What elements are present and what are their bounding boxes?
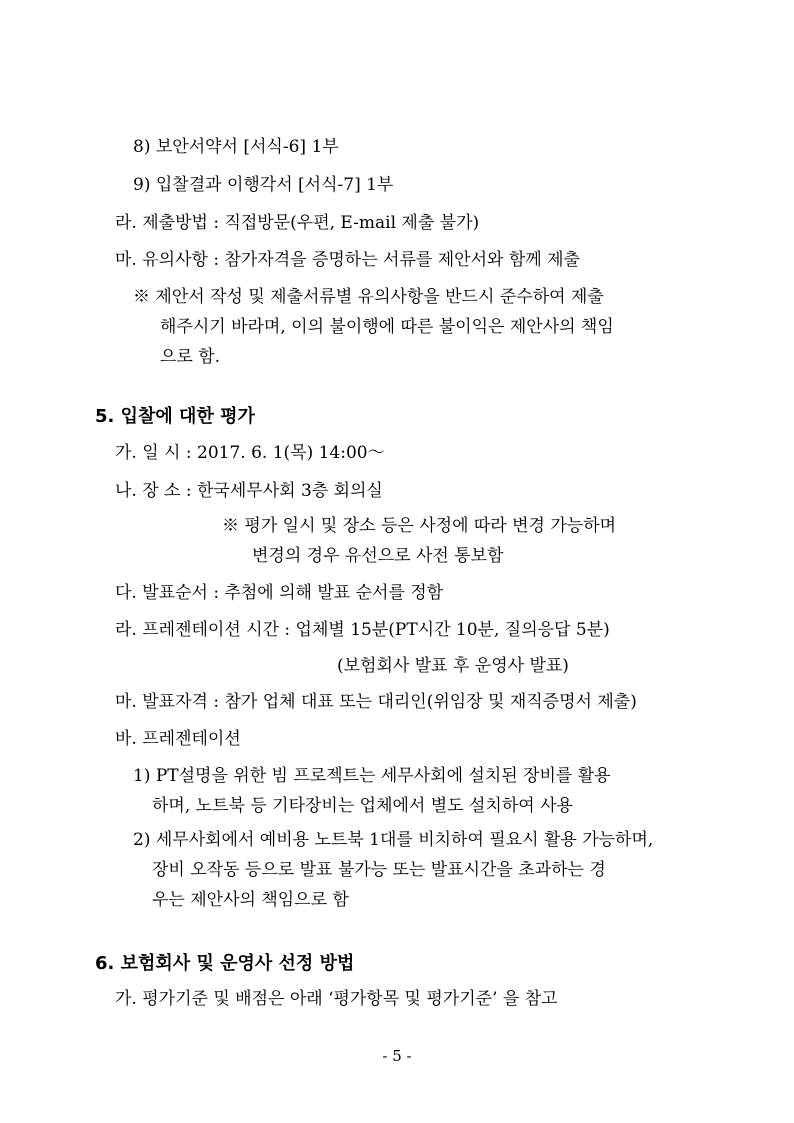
section-heading: 5. 입찰에 대한 평가 [95,406,255,427]
list-item: 다. 발표순서 : 추첨에 의해 발표 순서를 정함 [115,583,444,603]
list-item: 라. 제출방법 : 직접방문(우편, E-mail 제출 불가) [115,213,480,233]
note-text: 으로 함. [160,347,221,367]
note-text: 변경의 경우 유선으로 사전 통보함 [252,546,504,566]
note-text: 해주시기 바라며, 이의 불이행에 따른 불이익은 제안사의 책임 [160,317,614,337]
list-item: 나. 장 소 : 한국세무사회 3층 회의실 [115,481,383,501]
section-heading: 6. 보험회사 및 운영사 선정 방법 [95,953,355,974]
list-item: 8) 보안서약서 [서식-6] 1부 [133,137,339,157]
note-text: (보험회사 발표 후 운영사 발표) [337,656,569,676]
list-item: 2) 세무사회에서 예비용 노트북 1대를 비치하여 필요시 활용 가능하며, [133,830,654,850]
list-item: 마. 유의사항 : 참가자격을 증명하는 서류를 제안서와 함께 제출 [115,250,580,270]
list-item: 하며, 노트북 등 기타장비는 업체에서 별도 설치하여 사용 [152,796,573,816]
list-item: 라. 프레젠테이션 시간 : 업체별 15분(PT시간 10분, 질의응답 5분) [115,620,610,640]
list-item: 우는 제안사의 책임으로 함 [152,890,349,910]
list-item: 9) 입찰결과 이행각서 [서식-7] 1부 [133,175,394,195]
list-item: 1) PT설명을 위한 빔 프로젝트는 세무사회에 설치된 장비를 활용 [133,766,611,786]
list-item: 가. 평가기준 및 배점은 아래 ‘평가항목 및 평가기준’ 을 참고 [115,989,558,1009]
list-item: 마. 발표자격 : 참가 업체 대표 또는 대리인(위임장 및 재직증명서 제출) [115,692,637,712]
note-text: ※ 제안서 작성 및 제출서류별 유의사항을 반드시 준수하여 제출 [133,287,604,307]
page-number: - 5 - [382,1047,412,1065]
list-item: 가. 일 시 : 2017. 6. 1(목) 14:00～ [115,443,385,463]
note-text: ※ 평가 일시 및 장소 등은 사정에 따라 변경 가능하며 [222,516,617,536]
list-item: 장비 오작동 등으로 발표 불가능 또는 발표시간을 초과하는 경 [152,860,606,880]
list-item: 바. 프레젠테이션 [115,729,241,749]
